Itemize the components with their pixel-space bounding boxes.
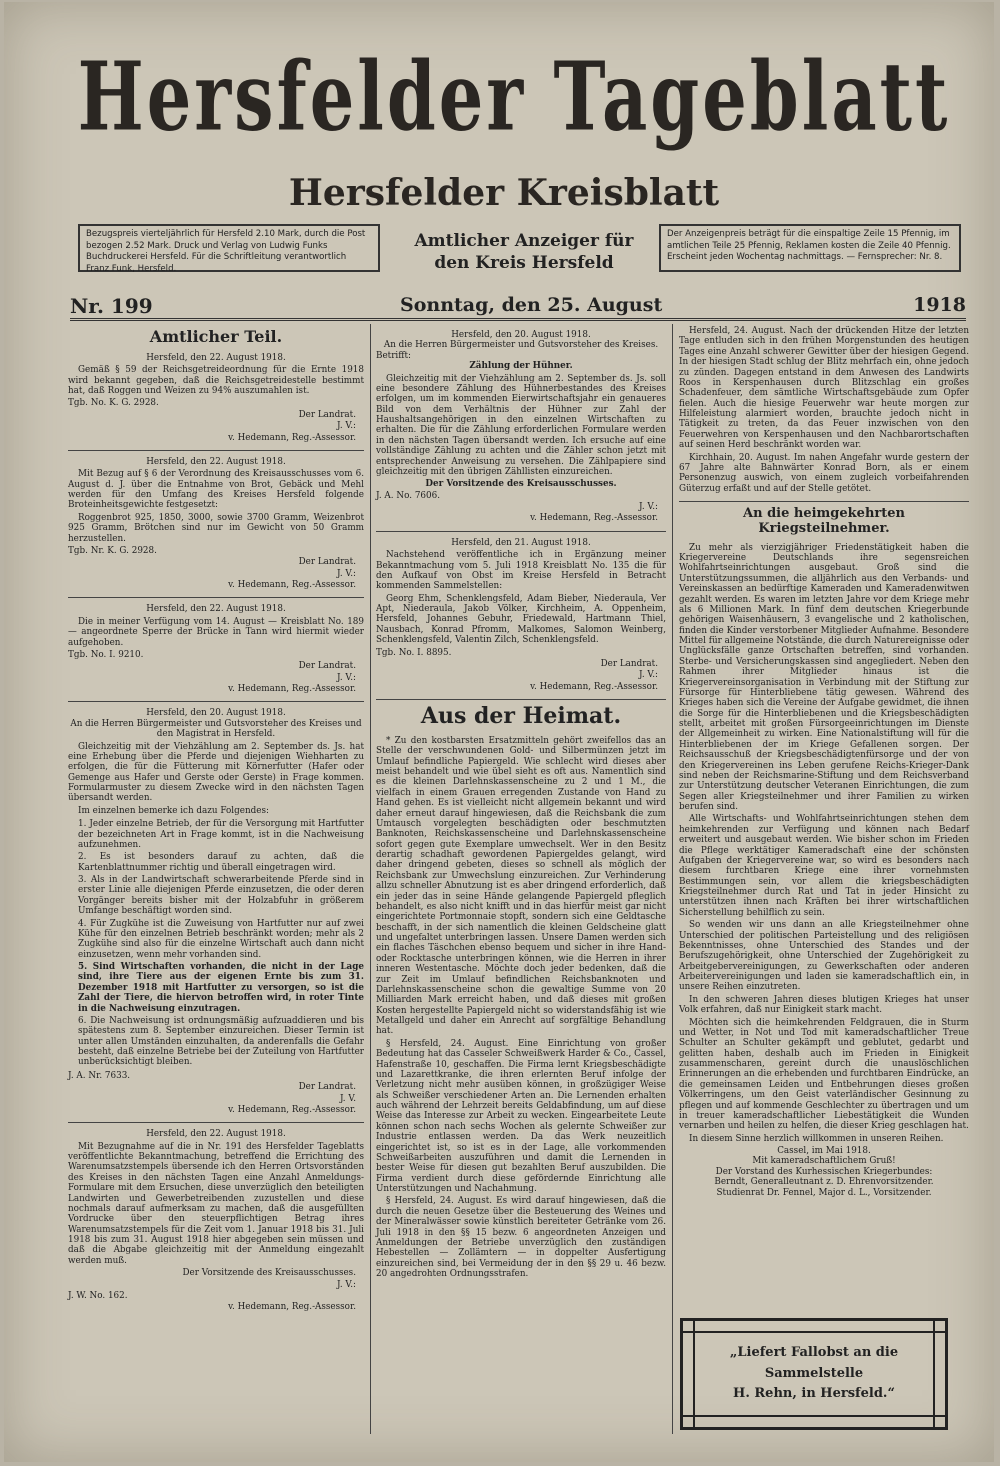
notice-text: Die in meiner Verfügung vom 14. August — Kreisblatt No. 189 — angeordnete Sperre der Brücke in Tann wird hiermit wieder aufgehoben.	[68, 616, 364, 648]
section-title-veterans: An die heimgekehrten Kriegsteilnehmer.	[743, 506, 905, 537]
signature: Der Landrat.	[298, 1082, 356, 1093]
article-greeting: Mit kameradschaftlichem Gruß!	[752, 1156, 896, 1167]
issue-number: Nr. 199	[70, 294, 153, 318]
news-item: Hersfeld, 24. August. Nach der drückenden Hitze der letzten Tage entluden sich in den frühen Morgenstunden des heutigen Tages eine Anzahl schwerer Gewitter über der hiesigen Gegend. In der hiesigen Stadt schlug der Blitz mehrfach ein, ohne jedoch zu zünden. Dagegen entstand in dem Anwesen des Landwirts Roos in Kerspenhausen durch Blitzschlag ein großes Schadenfeuer, dem sämtliche Wirtschaftsgebäude zum Opfer fielen. Auch die hiesige Feuerwehr war heute morgen zur Hilfeleistung alarmiert worden, brauchte jedoch nicht in Tätigkeit zu treten, da das Feuer inzwischen von den Feuerwehren von Kerspenhausen und den Nachbarortschaften auf seinen Herd beschränkt worden war.	[679, 326, 969, 451]
notice-reference: J. A. No. 7606.	[376, 490, 440, 501]
divider	[376, 531, 666, 532]
divider	[679, 501, 969, 502]
signature: v. Hedemann, Reg.-Assessor.	[228, 1104, 356, 1115]
column-rule	[672, 324, 673, 1434]
notice-text: Mit Bezugnahme auf die in Nr. 191 des Hersfelder Tageblatts veröffentlichte Bekanntmachung, betreffend die Errichtung des Warenumsatzstempels übersende ich den Herren Ortsvorständen des Kreises in den nächsten Tagen eine Anzahl Anmeldungs-Formulare mit dem Ersuchen, diese unverzüglich den beteiligten Landwirten und Gewerbetreibenden zuzustellen und diese nochmals darauf aufmerksam zu machen, daß die ausgefüllten Vordrucke über den steuerpflichtigen Betrag ihres Warenumsatzstempels für die Zeit vom 1. Januar 1918 bis 31. Juli 1918 bis zum 31. August 1918 hier abgegeben sein müssen und daß die Abgabe gleichzeitig mit der Anmeldung eingezahlt werden muß.	[68, 1141, 364, 1266]
signature: Der Vorsitzende des Kreisausschusses.	[182, 1268, 356, 1279]
issue-year: 1918	[913, 294, 966, 316]
notice-dateline: Hersfeld, den 22. August 1918.	[146, 604, 286, 615]
news-item: Kirchhain, 20. August. Im nahen Angefahr wurde gestern der 67 Jahre alte Bahnwärter Konrad Born, als er einem Personenzug auswich, von einem zugleich vorbeifahrenden Güterzug erfaßt und auf der Stelle getötet.	[679, 452, 969, 494]
fruit-collection-advert	[680, 1318, 948, 1430]
signature: Der Vorsitzende des Kreisausschusses.	[425, 479, 617, 490]
notice-dateline: Hersfeld, den 22. August 1918.	[146, 1129, 286, 1140]
article-paragraph: Zu mehr als vierzigjähriger Friedenstätigkeit haben die Kriegervereine Deutschlands ihre segensreichen Wohlfahrtseinrichtungen ausgebaut. Groß sind die Unterstützungssummen, die alljährlich aus den Verbands- und Vereinskassen an bedürftige Kameraden und Kameradenwitwen gezahlt werden. Es waren im letzten Jahre vor dem Kriege mehr als 6 Millionen Mark. In fünf dem deutschen Kriegerbunde gehörigen Waisenhäusern, 3 evangelische und 2 katholischen, finden die Kinder verstorbener Mitglieder Aufnahme. Besondere Mittel für allgemeine Notstände, die durch Naturereignisse oder Unglücksfälle ganze Ortschaften betreffen, sind vorhanden. Sterbe- und Versicherungskassen sind angegliedert. Neben den Rahmen ihrer Mitglieder hinaus ist die Kriegervereinsorganisation in Verbindung mit der Stiftung zur Fürsorge für Hinterbliebene tätig gewesen. Während des Krieges haben sich die Vereine der Aufgabe gewidmet, die ihnen die Sorge für die Hinterbliebenen und die Kriegsbeschädigten stellt, arbeitet mit großen Fürsorgeeinrichtungen im Dienste der Allgemeinheit zu wirken. Eine Nationalstiftung will für die Hinterbliebenen der im Kriege Gefallenen sorgen. Der Reichsausschuß der Kriegsbeschädigtenfürsorge und der von den Kriegervereinen ins Leben gerufene Reichs-Krieger-Dank sind neben der Reichsmarine-Stiftung und dem Reichsverband zur Unterstützung deutscher Veteranen Einrichtungen, die zum Segen aller Kriegsteilnehmer und ihrer Familien zu wirken berufen sind.	[679, 542, 969, 813]
notice-dateline: Hersfeld, den 21. August 1918.	[451, 537, 591, 548]
signature: J. V.:	[638, 670, 658, 681]
divider	[68, 701, 364, 702]
divider	[68, 450, 364, 451]
signature: v. Hedemann, Reg.-Assessor.	[228, 684, 356, 694]
notice-reference: Tgb. Nr. K. G. 2928.	[68, 545, 157, 556]
section-title-local-news: Aus der Heimat.	[420, 703, 622, 729]
signature: Der Landrat.	[600, 658, 658, 669]
article-paragraph: In diesem Sinne herzlich willkommen in unseren Reihen.	[689, 1133, 944, 1144]
notice-dateline: Hersfeld, den 20. August 1918.	[146, 708, 286, 719]
masthead-title: Hersfelder Tageblatt	[77, 40, 951, 153]
issue-date: Sonntag, den 25. August	[400, 294, 663, 316]
column-2	[376, 324, 666, 1281]
notice-subject: Zählung der Hühner.	[469, 361, 573, 372]
official-gazette-tag: Amtlicher Anzeiger für den Kreis Hersfeld	[414, 231, 634, 274]
advert-text	[693, 1331, 935, 1417]
signature: J. V.:	[336, 1279, 356, 1290]
notice-reference: J. W. No. 162.	[68, 1290, 128, 1301]
newspaper-page	[4, 2, 994, 1462]
signature: Der Vorstand des Kurhessischen Kriegerbundes:	[715, 1166, 933, 1177]
notice-dateline: Hersfeld, den 22. August 1918.	[146, 352, 286, 363]
notice-address: An die Herren Bürgermeister und Gutsvorsteher des Kreises und den Magistrat in Hersfeld.	[70, 718, 362, 740]
advert-price-box: Der Anzeigenpreis beträgt für die einspaltige Zeile 15 Pfennig, im amtlichen Teile 25 Pfennig, Reklamen kosten die Zeile 40 Pfennig. Erscheint jeden Wochentag nachmittags. — Fernsprecher: Nr. 8.	[659, 224, 961, 272]
notice-reference: Tgb. No. I. 8895.	[376, 647, 452, 658]
article-paragraph: So wenden wir uns dann an alle Kriegsteilnehmer ohne Unterschied der politischen Parteistellung und des religiösen Bekenntnisses, ohne Unterschied des Standes und der Berufszugehörigkeit, ohne Unterschied der Zugehörigkeit zu Arbeitgebervereinigungen, zu Gewerkschaften oder anderen Arbeitervereinigungen und laden sie kameradschaftlich ein, in unsere Reihen einzutreten.	[679, 920, 969, 993]
article-place-date: Cassel, im Mai 1918.	[777, 1146, 871, 1157]
notice-dateline: Hersfeld, den 22. August 1918.	[146, 456, 286, 467]
advert-line: „Liefert Fallobst an die	[729, 1344, 899, 1360]
notice-text: Gemäß § 59 der Reichsgetreideordnung für die Ernte 1918 wird bekannt gegeben, daß die Reichsgetreidestelle bestimmt hat, daß Roggen und Weizen zu 94% auszumahlen ist.	[68, 365, 364, 396]
notice-text: Mit Bezug auf § 6 der Verordnung des Kreisausschusses vom 6. August d. J. über die Entnahme von Brot, Gebäck und Mehl werden für den Umfang des Kreises Hersfeld folgende Broteinheitsgewichte festgesetzt:	[68, 469, 364, 511]
notice-text: Gleichzeitig mit der Viehzählung am 2. September ds. Js. soll eine besondere Zählung des Hühnerbestandes des Kreises erfolgen, um im kommenden Eierwirtschaftsjahr ein genaueres Bild von dem Verhältnis der Hühner zur Zahl der Haushaltsangehörigen in den einzelnen Wirtschaften zu erhalten. Die für die Zählung erforderlichen Formulare werden in den nächsten Tagen übersandt werden. Ich ersuche auf eine vollständige Zählung zu achten und die Zähler schon jetzt mit entsprechender Anweisung zu versehen. Die Zählpapiere sind gleichzeitig mit den übrigen Zähllisten einzureichen.	[376, 373, 666, 477]
signature: v. Hedemann, Reg.-Assessor.	[228, 432, 356, 443]
advert-line: Sammelstelle	[764, 1365, 864, 1381]
signature: v. Hedemann, Reg.-Assessor.	[228, 1302, 356, 1313]
notice-text: Georg Ehm, Schenklengsfeld, Adam Bieber, Niederaula, Ver Apt, Niederaula, Jakob Völker, Kirchheim, A. Oppenheim, Hersfeld, Johannes Gebuhr, Friedewald, Hartmann Thiel, Nausbach, Konrad Pfromm, Malkomes, Salomon Weinberg, Schenklengsfeld, Valentin Zilch, Schenklengsfeld.	[376, 593, 666, 646]
signature: J. V.:	[336, 672, 356, 683]
notice-text: Gleichzeitig mit der Viehzählung am 2. September ds. Js. hat eine Erhebung über die Pferde und diejenigen Wiehharten zu erfolgen, die für die Fütterung mit Körnerfutter (Hafer oder Gemenge aus Hafer und Gerste oder Gerste) in Frage kommen. Formularmuster zu diesem Zwecke wird in den nächsten Tagen übersandt werden.	[68, 741, 364, 804]
list-item: 1. Jeder einzelne Betrieb, der für die Versorgung mit Hartfutter der bezeichneten Art in Frage kommt, ist in die Nachweisung aufzunehmen.	[78, 819, 364, 850]
news-item: § Hersfeld, 24. August. Es wird darauf hingewiesen, daß die durch die neuen Gesetze über die Besteuerung des Weines und der Mineralwässer sowie künstlich bereiteter Getränke vom 26. Juli 1918 in den §§ 15 bezw. 6 angeordneten Anzeigen und Anmeldungen der Betriebe unverzüglich den zuständigen Hebestellen — Zollämtern — in doppelter Ausfertigung einzureichen sind, bei Vermeidung der in den §§ 29 u. 46 bezw. 20 angedrohten Ordnungsstrafen.	[376, 1196, 666, 1280]
divider	[68, 1122, 364, 1123]
signature: Der Landrat.	[298, 661, 356, 672]
signature: v. Hedemann, Reg.-Assessor.	[530, 513, 658, 524]
signature: J. V.:	[336, 568, 356, 579]
signature: Berndt, Generalleutnant z. D. Ehrenvorsitzender.	[714, 1177, 934, 1188]
signature: Der Landrat.	[298, 557, 356, 568]
notice-text: Roggenbrot 925, 1850, 3000, sowie 3700 Gramm, Weizenbrot 925 Gramm, Brötchen sind nur im Gewicht von 50 Gramm herzustellen.	[68, 512, 364, 544]
notice-reference: J. A. Nr. 7633.	[68, 1070, 131, 1081]
list-item: 3. Als in der Landwirtschaft schwerarbeitende Pferde sind in erster Linie alle diejenigen Pferde einzusetzen, die oder deren Vorgänger bereits bisher mit der Holzabfuhr in größerem Umfange beschäftigt worden sind.	[78, 875, 364, 917]
signature: v. Hedemann, Reg.-Assessor.	[228, 580, 356, 590]
advert-line: H. Rehn, in Hersfeld.“	[733, 1386, 895, 1402]
notice-betrifft: Betrifft:	[376, 350, 411, 361]
signature: Studienrat Dr. Fennel, Major d. L., Vorsitzender.	[716, 1187, 932, 1198]
section-title-official: Amtlicher Teil.	[149, 327, 283, 346]
notice-reference: Tgb. No. K. G. 2928.	[68, 398, 159, 409]
signature: Der Landrat.	[298, 409, 356, 420]
notice-address: An die Herren Bürgermeister und Gutsvorsteher des Kreises.	[383, 340, 659, 351]
news-item: * Zu den kostbarsten Ersatzmitteln gehört zweifellos das an Stelle der verschwundenen Gold- und Silbermünzen jetzt im Umlauf befindliche Papiergeld. Wie schlecht wird dieses aber meist behandelt und wie übel sieht es oft aus. Namentlich sind es die kleinen Darlehnskassenscheine zu 2 und 1 M., die vielfach in einem Grauen erregenden Zustande von Hand zu Hand gehen. Es ist vielleicht nicht allgemein bekannt und wird daher erneut darauf hingewiesen, daß die Reichsbank die zum Umtausch vorgelegten beschädigten oder beschmutzten Banknoten, Reichskassenscheine und Darlehnskassenscheine sofort gegen gute Exemplare umwechselt. Wer in den Besitz derartig schadhaft gewordenen Papiergeldes gelangt, wird daher dringend gebeten, dieses so schnell als möglich der Reichsbank zur Umwechslung einzureichen. Zur Verhinderung allzu schneller Abnutzung ist es aber dringend erforderlich, daß ein jeder das in seine Hände gelangende Papiergeld pfleglich behandelt, es also nicht knifft und in das hierfür meist gar nicht eingerichtete Portmonnaie stopft, sondern sich eine Geldtasche beschafft, in der sich namentlich die kleinen Geldscheine glatt und ungefaltet unterbringen lassen. Unsere Damen werden sich ein flaches Täschchen ebenso bequem und sicher in ihre Hand- oder Rocktasche unterbringen können, wie die Herren in ihrer inneren Westentasche. Möchte doch jeder bedenken, daß die zur Zeit im Umlauf befindlichen Reichsbanknoten und Darlehnskassenscheine schon die gewaltige Summe von 20 Milliarden Mark erreicht haben, und daß dieses mit großen Kosten hergestellte Papiergeld nicht so widerstandsfähig ist wie Metallgeld und daher ein Anrecht auf sorgfältige Behandlung hat.	[376, 735, 666, 1037]
divider	[68, 597, 364, 598]
article-paragraph: Möchten sich die heimkehrenden Feldgrauen, die in Sturm und Wetter, in Not und Tod mit kameradschaftlicher Treue Schulter an Schulter gekämpft und geblutet, gedarbt und gelitten haben, deshalb auch im Frieden in Einigkeit zusammenscharen, gereint durch die unauslöschlichen Erinnerungen an die erhebenden und furchtbaren Eindrücke, an die gemeinsamen Leiden und Entbehrungen dieses großen Völkerringens, um den Geist vaterländischer Gesinnung zu pflegen und auf kommende Geschlechter zu übertragen und um in treuer kameradschaftlicher Liebestätigkeit die Wunden vernarben und heilen zu helfen, die dieser Krieg geschlagen hat.	[679, 1017, 969, 1132]
notice-text: Im einzelnen bemerke ich dazu Folgendes:	[78, 805, 269, 816]
news-item: § Hersfeld, 24. August. Eine Einrichtung von großer Bedeutung hat das Casseler Schweißwerk Harder & Co., Cassel, Hafenstraße 10, geschaffen. Die Firma lernt Kriegsbeschädigte und Lazarettkranke, die ihren erlernten Beruf infolge der Verletzung nicht mehr ausüben können, in großzügiger Weise als Schweißer verschiedener Arten an. Die Lernenden erhalten auch während der Lehrzeit bereits Geldabfindung, um auf diese Weise das Interesse zur Arbeit zu wecken. Eingearbeitete Leute können schon nach sechs Wochen als gelernte Schweißer zur Industrie entlassen werden. Da das Werk neuzeitlich eingerichtet ist, so ist es in der Lage, alle vorkommenden Schweißarbeiten auszuführen und damit die Lernenden in bester Weise für diesen gut bezahlten Beruf auszubilden. Die Firma verdient durch diese gefördernde Einrichtung alle Unterstützungen und Nachahmung.	[376, 1038, 666, 1195]
article-paragraph: In den schweren Jahren dieses blutigen Krieges hat unser Volk erfahren, daß nur Einigkeit stark macht.	[679, 994, 969, 1016]
subscription-price-box: Bezugspreis vierteljährlich für Hersfeld 2.10 Mark, durch die Post bezogen 2.52 Mark. Druck und Verlag von Ludwig Funks Buchdruckerei Hersfeld. Für die Schriftleitung verantwortlich Franz Funk, Hersfeld.	[78, 224, 380, 272]
list-item: 4. Für Zugkühe ist die Zuweisung von Hartfutter nur auf zwei Kühe für den einzelnen Betrieb beschränkt worden; mehr als 2 Zugkühe sind also für die einzelne Wirtschaft auch dann nicht einzusetzen, wenn mehr vorhanden sind.	[78, 918, 364, 960]
column-3	[679, 324, 969, 1198]
divider	[376, 699, 666, 700]
notice-dateline: Hersfeld, den 20. August 1918.	[451, 330, 591, 340]
list-item: 5. Sind Wirtschaften vorhanden, die nicht in der Lage sind, ihre Tiere aus der eigenen Ernte bis zum 31. Dezember 1918 mit Hartfutter zu versorgen, so ist die Zahl der Tiere, die hiervon betroffen wird, in roter Tinte in die Nachweisung einzutragen.	[78, 962, 364, 1014]
column-rule	[370, 324, 371, 1434]
article-paragraph: Alle Wirtschafts- und Wohlfahrtseinrichtungen stehen dem heimkehrenden zur Verfügung und können nach Bedarf erweitert und ausgebaut werden. Wie bisher schon im Frieden die Pflege werktätiger Kameradschaft eine der schönsten Aufgaben der Kriegervereine war, so wird es besonders nach diesem furchtbaren Kriege eine ihrer vornehmsten Bestimmungen sein, vor allem die kriegsbeschädigten Kriegsteilnehmer durch Rat und Tat in jeder Hinsicht zu unterstützen ihnen nach Kräften bei ihrer wirtschaftlichen Sicherstellung behilflich zu sein.	[679, 814, 969, 918]
masthead-subtitle: Hersfelder Kreisblatt	[288, 172, 720, 214]
notice-reference: Tgb. No. I. 9210.	[68, 649, 144, 660]
column-1	[68, 324, 364, 1314]
list-item: 6. Die Nachweisung ist ordnungsmäßig aufzuaddieren und bis spätestens zum 8. September einzureichen. Dieser Termin ist unter allen Umständen einzuhalten, da anderenfalls die Gefahr besteht, daß einzelne Betriebe bei der Zuteilung von Hartfutter unberücksichtigt bleiben.	[78, 1015, 364, 1068]
signature: J. V.	[339, 1093, 356, 1104]
issue-line	[70, 292, 966, 321]
list-item: 2. Es ist besonders darauf zu achten, daß die Kartenblattnummer richtig und überall eingetragen wird.	[78, 852, 364, 873]
notice-text: Nachstehend veröffentliche ich in Ergänzung meiner Bekanntmachung vom 5. Juli 1918 Kreisblatt No. 135 die für den Aufkauf von Obst im Kreise Hersfeld in Betracht kommenden Sammelstellen:	[376, 550, 666, 592]
numbered-list	[78, 819, 364, 1068]
signature: v. Hedemann, Reg.-Assessor.	[530, 681, 658, 692]
signature: J. V.:	[336, 421, 356, 432]
signature: J. V.:	[638, 502, 658, 512]
